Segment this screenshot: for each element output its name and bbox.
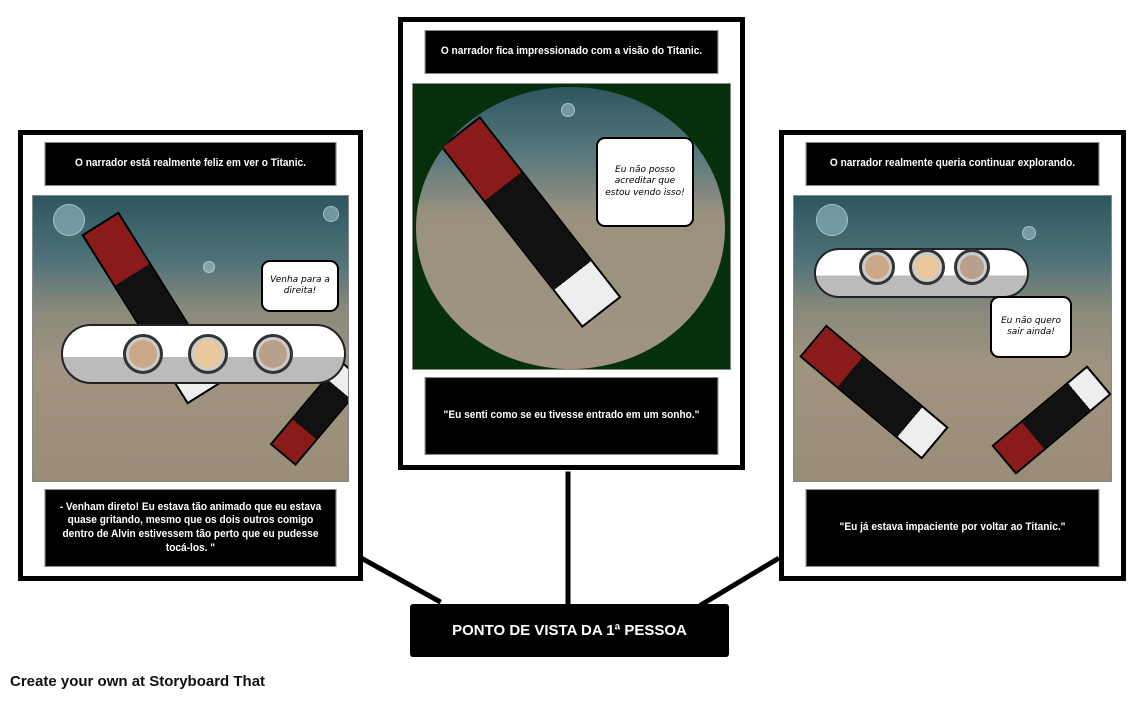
cell-2-caption: "Eu senti como se eu tivesse entrado em um sonho." [425,377,718,455]
cell-2-scene [412,83,731,370]
crew-avatar-1 [909,249,945,285]
crew-avatar-2 [954,249,990,285]
titanic-bow [799,324,949,459]
narrator-avatar [123,334,163,374]
storyboard-cell-3 [779,130,1126,581]
connector-line-center [566,472,571,609]
storyboard-cell-2 [398,17,745,470]
cell-3-title: O narrador realmente queria continuar explorando. [806,142,1099,186]
cell-3-caption: "Eu já estava impaciente por voltar ao Titanic." [806,489,1099,567]
crew-avatar-1 [188,334,228,374]
connector-line-left [361,556,442,604]
porthole-view [416,87,725,369]
cell-1-scene [32,195,349,482]
connector-line-right [699,556,780,608]
narrator-avatar [859,249,895,285]
storyboard-that-link[interactable]: Create your own at Storyboard That [10,673,266,690]
cell-2-title: O narrador fica impressionado com a visão do Titanic. [425,30,718,74]
crew-avatar-2 [253,334,293,374]
titanic-wreck [440,116,621,328]
cell-1-caption: - Venham direto! Eu estava tão animado que eu estava quase gritando, mesmo que os dois outros comigo dentro de Alvin estivessem tão perto que eu pudesse tocá-los. " [45,489,337,567]
speech-bubble-3: Eu não quero sair ainda! [990,296,1072,358]
titanic-stern [991,365,1111,474]
cell-1-title: O narrador está realmente feliz em ver o Titanic. [45,142,337,186]
speech-bubble-2: Eu não posso acreditar que estou vendo isso! [596,137,694,227]
cell-3-scene [793,195,1112,482]
speech-bubble-1: Venha para a direita! [261,260,339,312]
storyboard-title: PONTO DE VISTA DA 1ª PESSOA [410,604,729,657]
storyboard-cell-1 [18,130,363,581]
